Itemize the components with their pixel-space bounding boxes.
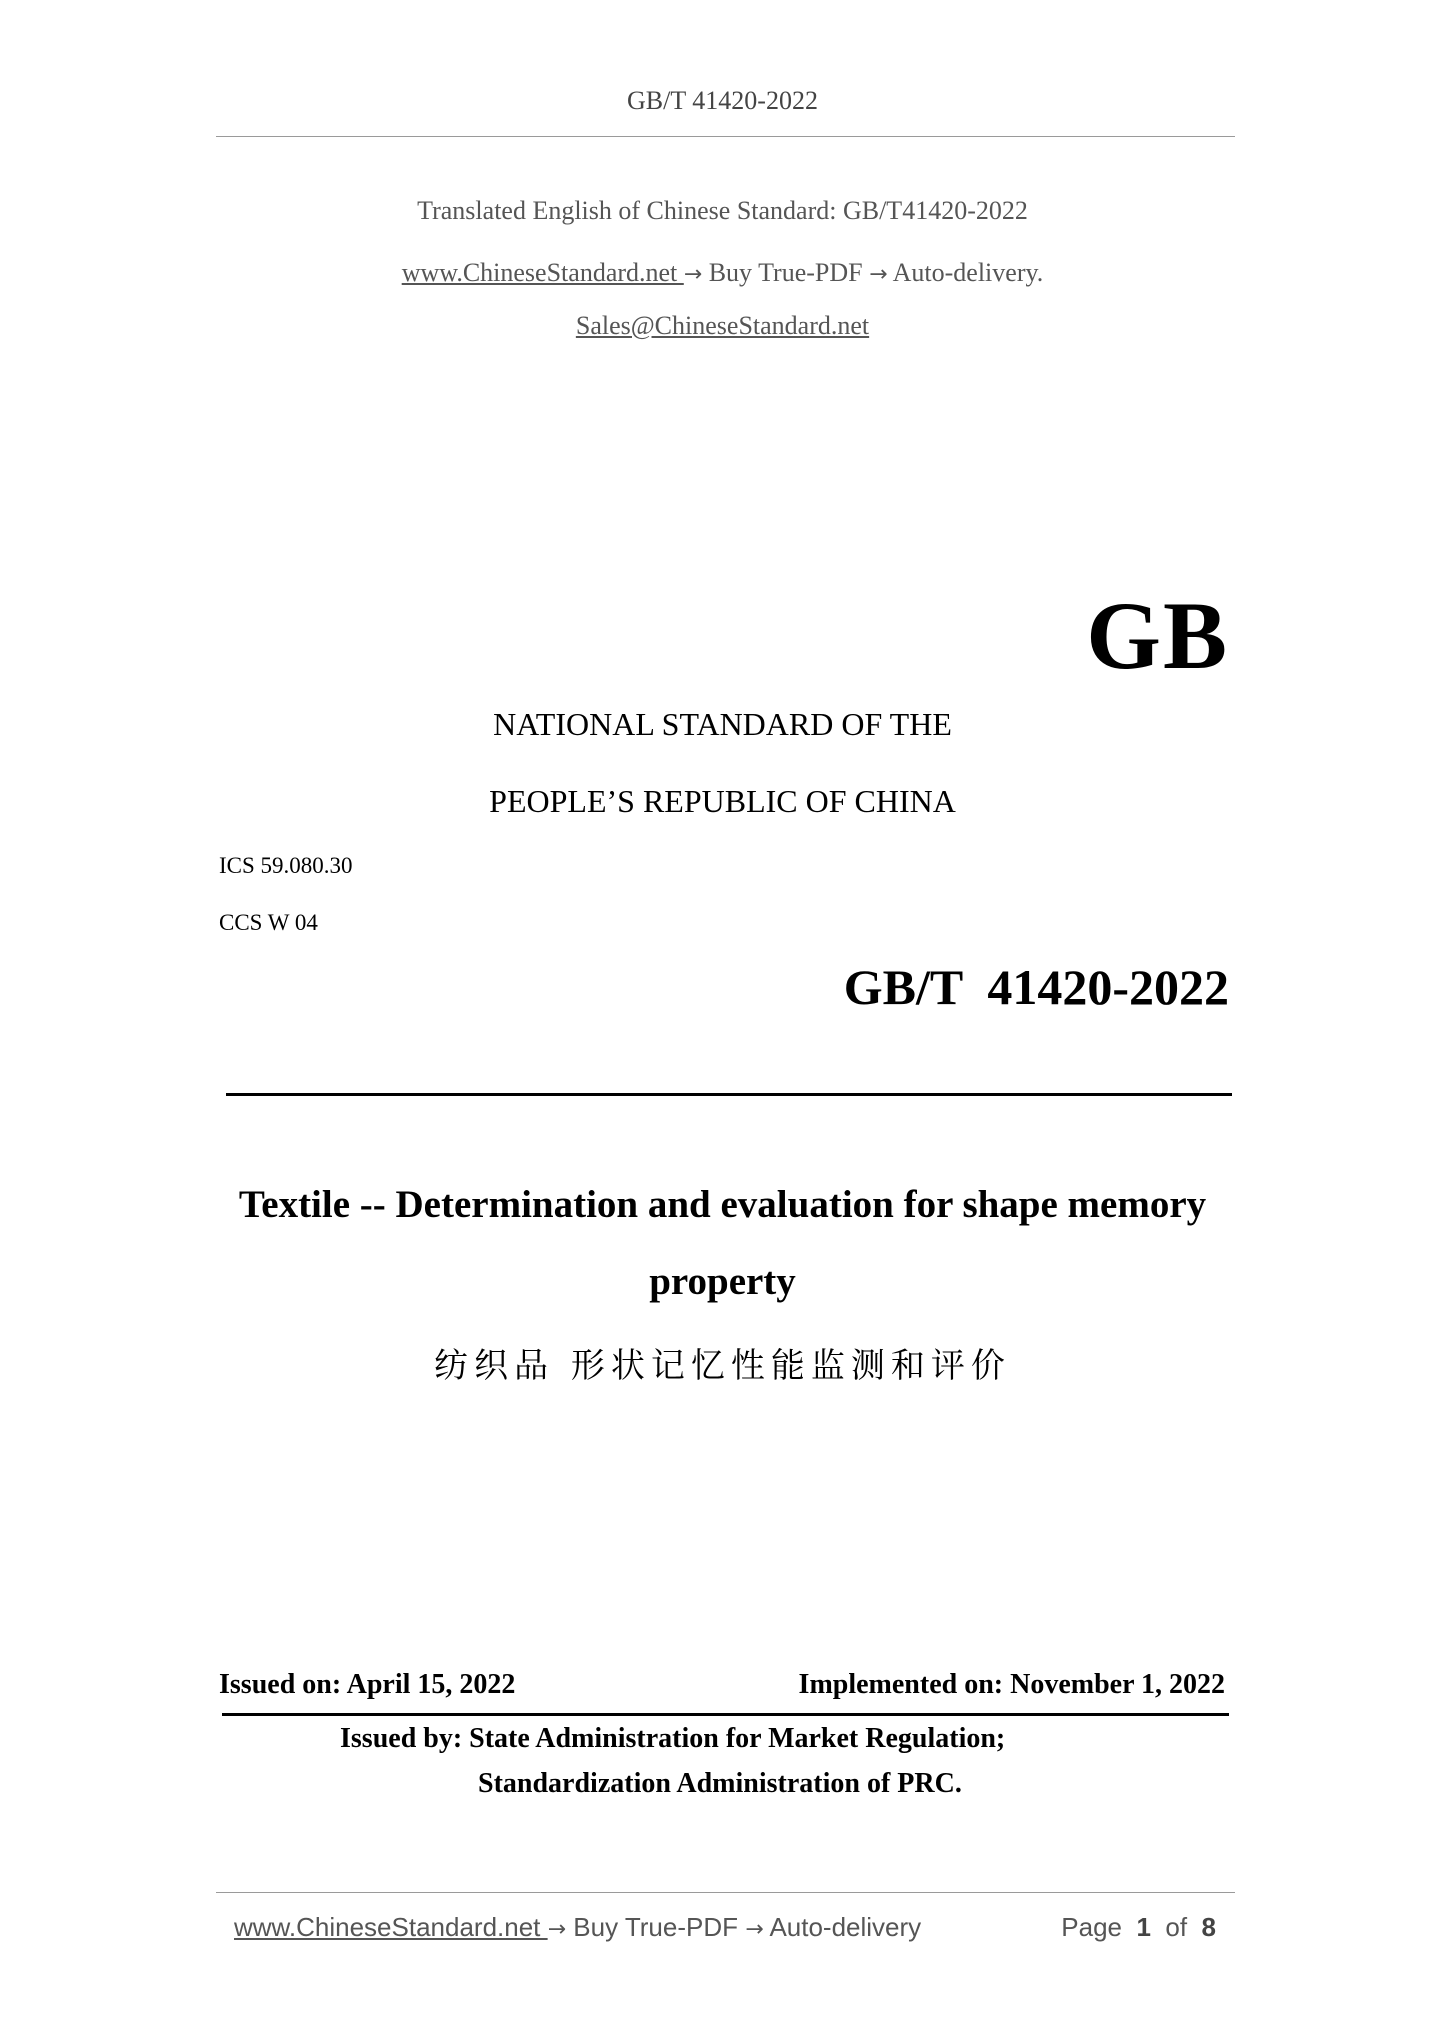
purchase-line [0, 258, 1445, 288]
footer-site-link[interactable]: www.ChineseStandard.net [234, 1912, 548, 1942]
footer-divider [216, 1892, 1235, 1893]
page-indicator [1061, 1912, 1216, 1943]
page-total: 8 [1201, 1912, 1216, 1942]
document-title-line-2: property [649, 1260, 796, 1303]
arrow-right-icon: → [547, 1917, 567, 1942]
footer-delivery-text: Auto-delivery [763, 1912, 922, 1942]
issued-by-line-2: Standardization Administration of PRC. [478, 1768, 962, 1799]
document-title-chinese: 纺织品 形状记忆性能监测和评价 [434, 1346, 1011, 1386]
arrow-right-icon: → [869, 262, 888, 287]
national-standard-line-1: NATIONAL STANDARD OF THE [493, 706, 952, 742]
gb-mark: GB [1086, 582, 1229, 689]
footer-purchase-line [234, 1912, 921, 1943]
of-word: of [1165, 1912, 1188, 1942]
sales-email-link[interactable]: Sales@ChineseStandard.net [575, 311, 870, 340]
national-standard-line-2: PEOPLE’S REPUBLIC OF CHINA [489, 783, 956, 819]
ccs-code: CCS W 04 [219, 910, 318, 935]
footer-buy-text: Buy True-PDF [566, 1912, 746, 1942]
buy-text: Buy True-PDF [702, 258, 870, 287]
translated-notice: Translated English of Chinese Standard: GB/T41420-2022 [417, 196, 1028, 225]
page-word: Page [1061, 1912, 1123, 1942]
site-link[interactable]: www.ChineseStandard.net [401, 258, 684, 287]
arrow-right-icon: → [683, 262, 703, 287]
issued-on-date: Issued on: April 15, 2022 [219, 1669, 516, 1700]
issued-by-line-1: Issued by: State Administration for Market Regulation; [340, 1723, 1006, 1754]
document-title-line-1: Textile -- Determination and evaluation for shape memory [238, 1183, 1207, 1226]
title-divider [226, 1093, 1232, 1096]
page-current: 1 [1136, 1912, 1151, 1942]
issue-divider [222, 1713, 1229, 1716]
sales-line [0, 311, 1445, 341]
header-divider [216, 136, 1235, 137]
ics-code: ICS 59.080.30 [219, 853, 353, 878]
implemented-on-date: Implemented on: November 1, 2022 [798, 1669, 1225, 1700]
standard-number: GB/T 41420-2022 [843, 959, 1229, 1015]
arrow-right-icon: → [745, 1917, 764, 1942]
delivery-text: Auto-delivery. [887, 258, 1044, 287]
running-header: GB/T 41420-2022 [627, 86, 818, 115]
